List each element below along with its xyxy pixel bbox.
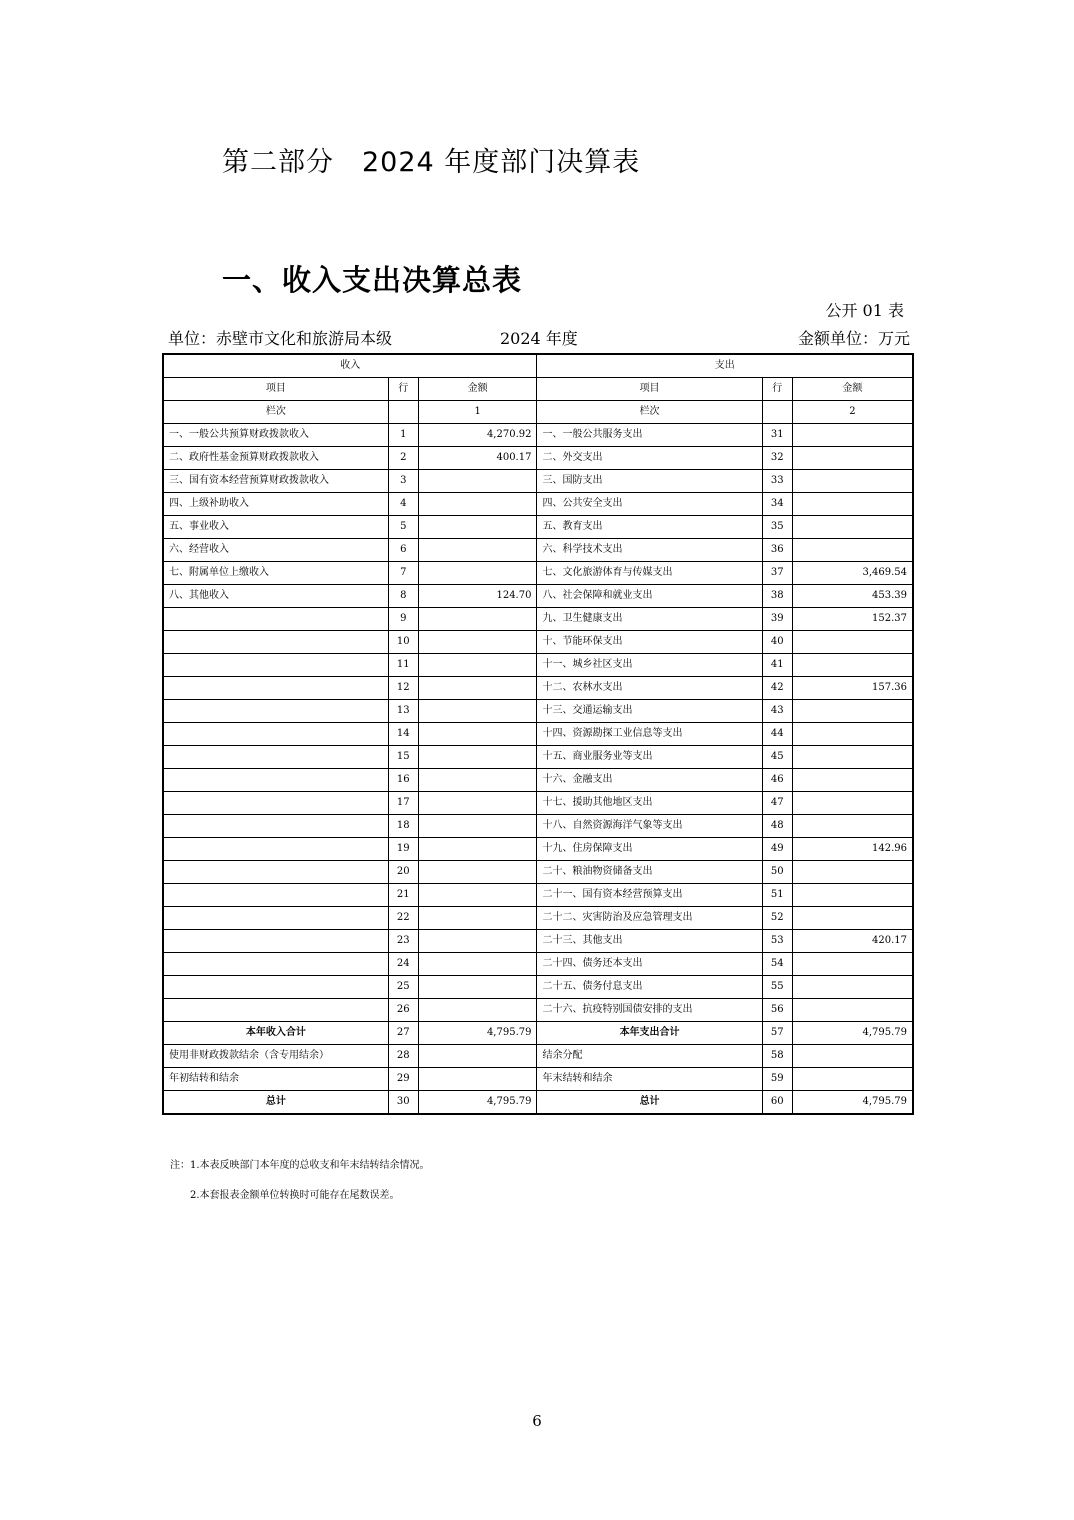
expense-amount-cell <box>792 470 913 493</box>
lanci-row <box>163 401 913 424</box>
income-row-no-cell: 10 <box>388 631 418 654</box>
income-row-no-cell: 1 <box>388 424 418 447</box>
table-row <box>163 424 913 447</box>
expense-amount-cell <box>792 1045 913 1068</box>
form-code: 公开 01 表 <box>825 301 904 320</box>
table-row <box>163 953 913 976</box>
table-row <box>163 447 913 470</box>
expense-row-no-cell: 58 <box>762 1045 792 1068</box>
table-row <box>163 1091 913 1115</box>
table-row <box>163 976 913 999</box>
income-item-cell <box>163 930 388 953</box>
income-amount-cell: 4,795.79 <box>418 1091 537 1115</box>
expense-lanci-label: 栏次 <box>537 401 762 424</box>
income-amount-cell: 124.70 <box>418 585 537 608</box>
expense-amount-cell <box>792 746 913 769</box>
income-row-no-cell: 24 <box>388 953 418 976</box>
expense-amount-cell <box>792 769 913 792</box>
expense-row-no-cell: 39 <box>762 608 792 631</box>
income-amount-cell <box>418 562 537 585</box>
income-row-no-cell: 11 <box>388 654 418 677</box>
income-item-cell <box>163 746 388 769</box>
expense-item-cell: 十四、资源勘探工业信息等支出 <box>537 723 762 746</box>
expense-amount-cell <box>792 1068 913 1091</box>
expense-amount-cell <box>792 631 913 654</box>
income-lanci-row <box>388 401 418 424</box>
expense-item-cell: 十一、城乡社区支出 <box>537 654 762 677</box>
expense-amount-cell <box>792 493 913 516</box>
table-row <box>163 700 913 723</box>
expense-amount-cell: 3,469.54 <box>792 562 913 585</box>
expense-item-cell: 十八、自然资源海洋气象等支出 <box>537 815 762 838</box>
table-row <box>163 677 913 700</box>
expense-item-cell: 六、科学技术支出 <box>537 539 762 562</box>
table-row <box>163 792 913 815</box>
expense-row-no-cell: 53 <box>762 930 792 953</box>
table-row <box>163 907 913 930</box>
expense-item-cell: 十六、金融支出 <box>537 769 762 792</box>
table-row <box>163 746 913 769</box>
expense-amount-cell <box>792 700 913 723</box>
expense-item-cell: 七、文化旅游体育与传媒支出 <box>537 562 762 585</box>
expense-amount-header: 金额 <box>792 378 913 401</box>
expense-row-no-cell: 48 <box>762 815 792 838</box>
expense-amount-cell: 453.39 <box>792 585 913 608</box>
expense-item-cell: 十三、交通运输支出 <box>537 700 762 723</box>
income-item-cell <box>163 723 388 746</box>
income-row-no-cell: 25 <box>388 976 418 999</box>
income-item-cell: 五、事业收入 <box>163 516 388 539</box>
expense-amount-cell <box>792 539 913 562</box>
expense-amount-cell <box>792 424 913 447</box>
income-row-no-cell: 12 <box>388 677 418 700</box>
expense-item-cell: 二十五、债务付息支出 <box>537 976 762 999</box>
income-row-no-cell: 26 <box>388 999 418 1022</box>
table-row <box>163 585 913 608</box>
income-amount-cell <box>418 470 537 493</box>
income-item-cell: 二、政府性基金预算财政拨款收入 <box>163 447 388 470</box>
expense-item-cell: 四、公共安全支出 <box>537 493 762 516</box>
expense-item-cell: 年末结转和结余 <box>537 1068 762 1091</box>
income-amount-cell: 4,270.92 <box>418 424 537 447</box>
income-item-cell <box>163 976 388 999</box>
notes <box>170 1156 430 1216</box>
income-row-no-cell: 5 <box>388 516 418 539</box>
section-title: 一、收入支出决算总表 <box>222 263 523 297</box>
expense-row-no-cell: 51 <box>762 884 792 907</box>
expense-lanci-row <box>762 401 792 424</box>
income-item-cell <box>163 631 388 654</box>
income-amount-cell <box>418 746 537 769</box>
income-item-cell: 使用非财政拨款结余（含专用结余） <box>163 1045 388 1068</box>
note-2: 2.本套报表金额单位转换时可能存在尾数误差。 <box>190 1190 400 1201</box>
expense-row-no-cell: 50 <box>762 861 792 884</box>
income-item-cell <box>163 861 388 884</box>
income-item-cell: 八、其他收入 <box>163 585 388 608</box>
income-item-cell <box>163 815 388 838</box>
income-item-cell <box>163 700 388 723</box>
unit-label: 单位：赤壁市文化和旅游局本级 <box>168 329 393 348</box>
income-amount-cell: 400.17 <box>418 447 537 470</box>
expense-item-cell: 总计 <box>537 1091 762 1115</box>
income-item-cell <box>163 792 388 815</box>
expense-amount-cell: 420.17 <box>792 930 913 953</box>
income-row-no-cell: 17 <box>388 792 418 815</box>
income-row-no-cell: 21 <box>388 884 418 907</box>
income-amount-cell <box>418 884 537 907</box>
expense-item-cell: 二、外交支出 <box>537 447 762 470</box>
expense-lanci-no: 2 <box>792 401 913 424</box>
expense-row-no-cell: 42 <box>762 677 792 700</box>
income-row-no-cell: 22 <box>388 907 418 930</box>
income-item-cell <box>163 907 388 930</box>
expense-amount-cell <box>792 815 913 838</box>
income-amount-cell <box>418 700 537 723</box>
income-item-cell: 总计 <box>163 1091 388 1115</box>
income-item-cell <box>163 654 388 677</box>
income-amount-cell: 4,795.79 <box>418 1022 537 1045</box>
expense-amount-cell: 4,795.79 <box>792 1022 913 1045</box>
expense-row-no-cell: 41 <box>762 654 792 677</box>
expense-row-header: 行 <box>762 378 792 401</box>
expense-row-no-cell: 52 <box>762 907 792 930</box>
expense-item-cell: 十、节能环保支出 <box>537 631 762 654</box>
income-amount-cell <box>418 861 537 884</box>
page-number: 6 <box>532 1412 542 1430</box>
part-title: 第二部分 2024 年度部门决算表 <box>222 147 641 178</box>
table-row <box>163 493 913 516</box>
income-amount-cell <box>418 654 537 677</box>
expense-row-no-cell: 32 <box>762 447 792 470</box>
income-row-no-cell: 7 <box>388 562 418 585</box>
expense-row-no-cell: 36 <box>762 539 792 562</box>
expense-amount-cell <box>792 723 913 746</box>
expense-amount-cell <box>792 792 913 815</box>
expense-amount-cell <box>792 861 913 884</box>
expense-amount-cell <box>792 999 913 1022</box>
income-amount-cell <box>418 815 537 838</box>
income-item-cell: 六、经营收入 <box>163 539 388 562</box>
expense-item-cell: 五、教育支出 <box>537 516 762 539</box>
expense-row-no-cell: 60 <box>762 1091 792 1115</box>
expense-item-cell: 二十六、抗疫特别国债安排的支出 <box>537 999 762 1022</box>
table-row <box>163 539 913 562</box>
expense-amount-cell <box>792 884 913 907</box>
income-item-cell: 三、国有资本经营预算财政拨款收入 <box>163 470 388 493</box>
expense-row-no-cell: 40 <box>762 631 792 654</box>
income-row-no-cell: 6 <box>388 539 418 562</box>
expense-header: 支出 <box>537 354 913 378</box>
expense-row-no-cell: 35 <box>762 516 792 539</box>
expense-row-no-cell: 57 <box>762 1022 792 1045</box>
expense-row-no-cell: 44 <box>762 723 792 746</box>
table-row <box>163 930 913 953</box>
table-row <box>163 516 913 539</box>
expense-amount-cell <box>792 447 913 470</box>
expense-row-no-cell: 31 <box>762 424 792 447</box>
expense-row-no-cell: 34 <box>762 493 792 516</box>
expense-row-no-cell: 56 <box>762 999 792 1022</box>
budget-summary-table <box>162 353 914 1115</box>
income-item-cell: 年初结转和结余 <box>163 1068 388 1091</box>
income-item-cell: 四、上级补助收入 <box>163 493 388 516</box>
income-item-cell: 一、一般公共预算财政拨款收入 <box>163 424 388 447</box>
expense-row-no-cell: 45 <box>762 746 792 769</box>
income-row-no-cell: 9 <box>388 608 418 631</box>
expense-row-no-cell: 33 <box>762 470 792 493</box>
income-amount-cell <box>418 539 537 562</box>
table-row <box>163 1068 913 1091</box>
income-header: 收入 <box>163 354 537 378</box>
expense-amount-cell: 4,795.79 <box>792 1091 913 1115</box>
income-row-no-cell: 16 <box>388 769 418 792</box>
income-item-cell <box>163 677 388 700</box>
income-item-cell: 七、附属单位上缴收入 <box>163 562 388 585</box>
income-amount-cell <box>418 930 537 953</box>
income-row-no-cell: 27 <box>388 1022 418 1045</box>
income-amount-cell <box>418 1045 537 1068</box>
income-item-cell: 本年收入合计 <box>163 1022 388 1045</box>
table-row <box>163 631 913 654</box>
expense-item-cell: 二十二、灾害防治及应急管理支出 <box>537 907 762 930</box>
income-amount-cell <box>418 838 537 861</box>
income-item-cell <box>163 999 388 1022</box>
expense-amount-cell <box>792 953 913 976</box>
expense-item-cell: 十二、农林水支出 <box>537 677 762 700</box>
year-label: 2024 年度 <box>500 329 578 348</box>
expense-item-cell: 二十三、其他支出 <box>537 930 762 953</box>
expense-amount-cell <box>792 976 913 999</box>
expense-row-no-cell: 59 <box>762 1068 792 1091</box>
income-amount-cell <box>418 677 537 700</box>
income-amount-cell <box>418 769 537 792</box>
income-item-cell <box>163 769 388 792</box>
income-item-cell <box>163 838 388 861</box>
income-row-no-cell: 14 <box>388 723 418 746</box>
meta-row <box>168 326 910 348</box>
income-amount-cell <box>418 493 537 516</box>
expense-item-cell: 三、国防支出 <box>537 470 762 493</box>
expense-row-no-cell: 49 <box>762 838 792 861</box>
expense-amount-cell <box>792 516 913 539</box>
income-amount-cell <box>418 999 537 1022</box>
income-row-no-cell: 2 <box>388 447 418 470</box>
table-row <box>163 769 913 792</box>
expense-row-no-cell: 46 <box>762 769 792 792</box>
expense-item-header: 项目 <box>537 378 762 401</box>
column-header-row <box>163 378 913 401</box>
income-amount-cell <box>418 723 537 746</box>
expense-item-cell: 二十一、国有资本经营预算支出 <box>537 884 762 907</box>
income-amount-cell <box>418 976 537 999</box>
table-row <box>163 723 913 746</box>
table-row <box>163 884 913 907</box>
income-lanci-no: 1 <box>418 401 537 424</box>
expense-item-cell: 十五、商业服务业等支出 <box>537 746 762 769</box>
income-row-no-cell: 15 <box>388 746 418 769</box>
income-row-no-cell: 18 <box>388 815 418 838</box>
income-amount-cell <box>418 792 537 815</box>
income-row-no-cell: 8 <box>388 585 418 608</box>
income-amount-cell <box>418 631 537 654</box>
income-amount-cell <box>418 907 537 930</box>
income-item-cell <box>163 608 388 631</box>
table-row <box>163 1045 913 1068</box>
income-amount-header: 金额 <box>418 378 537 401</box>
income-row-no-cell: 28 <box>388 1045 418 1068</box>
income-row-no-cell: 29 <box>388 1068 418 1091</box>
table-row <box>163 654 913 677</box>
income-row-no-cell: 23 <box>388 930 418 953</box>
table-row <box>163 861 913 884</box>
income-amount-cell <box>418 953 537 976</box>
table-row <box>163 470 913 493</box>
expense-item-cell: 九、卫生健康支出 <box>537 608 762 631</box>
income-row-no-cell: 4 <box>388 493 418 516</box>
expense-row-no-cell: 54 <box>762 953 792 976</box>
expense-amount-cell: 157.36 <box>792 677 913 700</box>
expense-amount-cell: 152.37 <box>792 608 913 631</box>
expense-item-cell: 本年支出合计 <box>537 1022 762 1045</box>
expense-amount-cell: 142.96 <box>792 838 913 861</box>
table-row <box>163 838 913 861</box>
expense-row-no-cell: 38 <box>762 585 792 608</box>
income-amount-cell <box>418 516 537 539</box>
expense-row-no-cell: 37 <box>762 562 792 585</box>
expense-row-no-cell: 55 <box>762 976 792 999</box>
expense-amount-cell <box>792 654 913 677</box>
income-item-header: 项目 <box>163 378 388 401</box>
table-row <box>163 562 913 585</box>
table-row <box>163 1022 913 1045</box>
income-item-cell <box>163 884 388 907</box>
income-row-no-cell: 19 <box>388 838 418 861</box>
expense-item-cell: 结余分配 <box>537 1045 762 1068</box>
expense-item-cell: 十九、住房保障支出 <box>537 838 762 861</box>
expense-row-no-cell: 47 <box>762 792 792 815</box>
expense-item-cell: 二十四、债务还本支出 <box>537 953 762 976</box>
income-amount-cell <box>418 1068 537 1091</box>
income-lanci-label: 栏次 <box>163 401 388 424</box>
income-row-no-cell: 3 <box>388 470 418 493</box>
income-row-no-cell: 13 <box>388 700 418 723</box>
expense-amount-cell <box>792 907 913 930</box>
income-amount-cell <box>418 608 537 631</box>
expense-row-no-cell: 43 <box>762 700 792 723</box>
table-header-row <box>163 354 913 378</box>
expense-item-cell: 一、一般公共服务支出 <box>537 424 762 447</box>
note-1: 注：1.本表反映部门本年度的总收支和年末结转结余情况。 <box>170 1160 430 1171</box>
table-row <box>163 608 913 631</box>
expense-item-cell: 二十、粮油物资储备支出 <box>537 861 762 884</box>
expense-item-cell: 十七、援助其他地区支出 <box>537 792 762 815</box>
money-unit-label: 金额单位：万元 <box>797 329 910 348</box>
expense-item-cell: 八、社会保障和就业支出 <box>537 585 762 608</box>
income-row-header: 行 <box>388 378 418 401</box>
income-item-cell <box>163 953 388 976</box>
income-row-no-cell: 30 <box>388 1091 418 1115</box>
table-row <box>163 815 913 838</box>
income-row-no-cell: 20 <box>388 861 418 884</box>
table-row <box>163 999 913 1022</box>
